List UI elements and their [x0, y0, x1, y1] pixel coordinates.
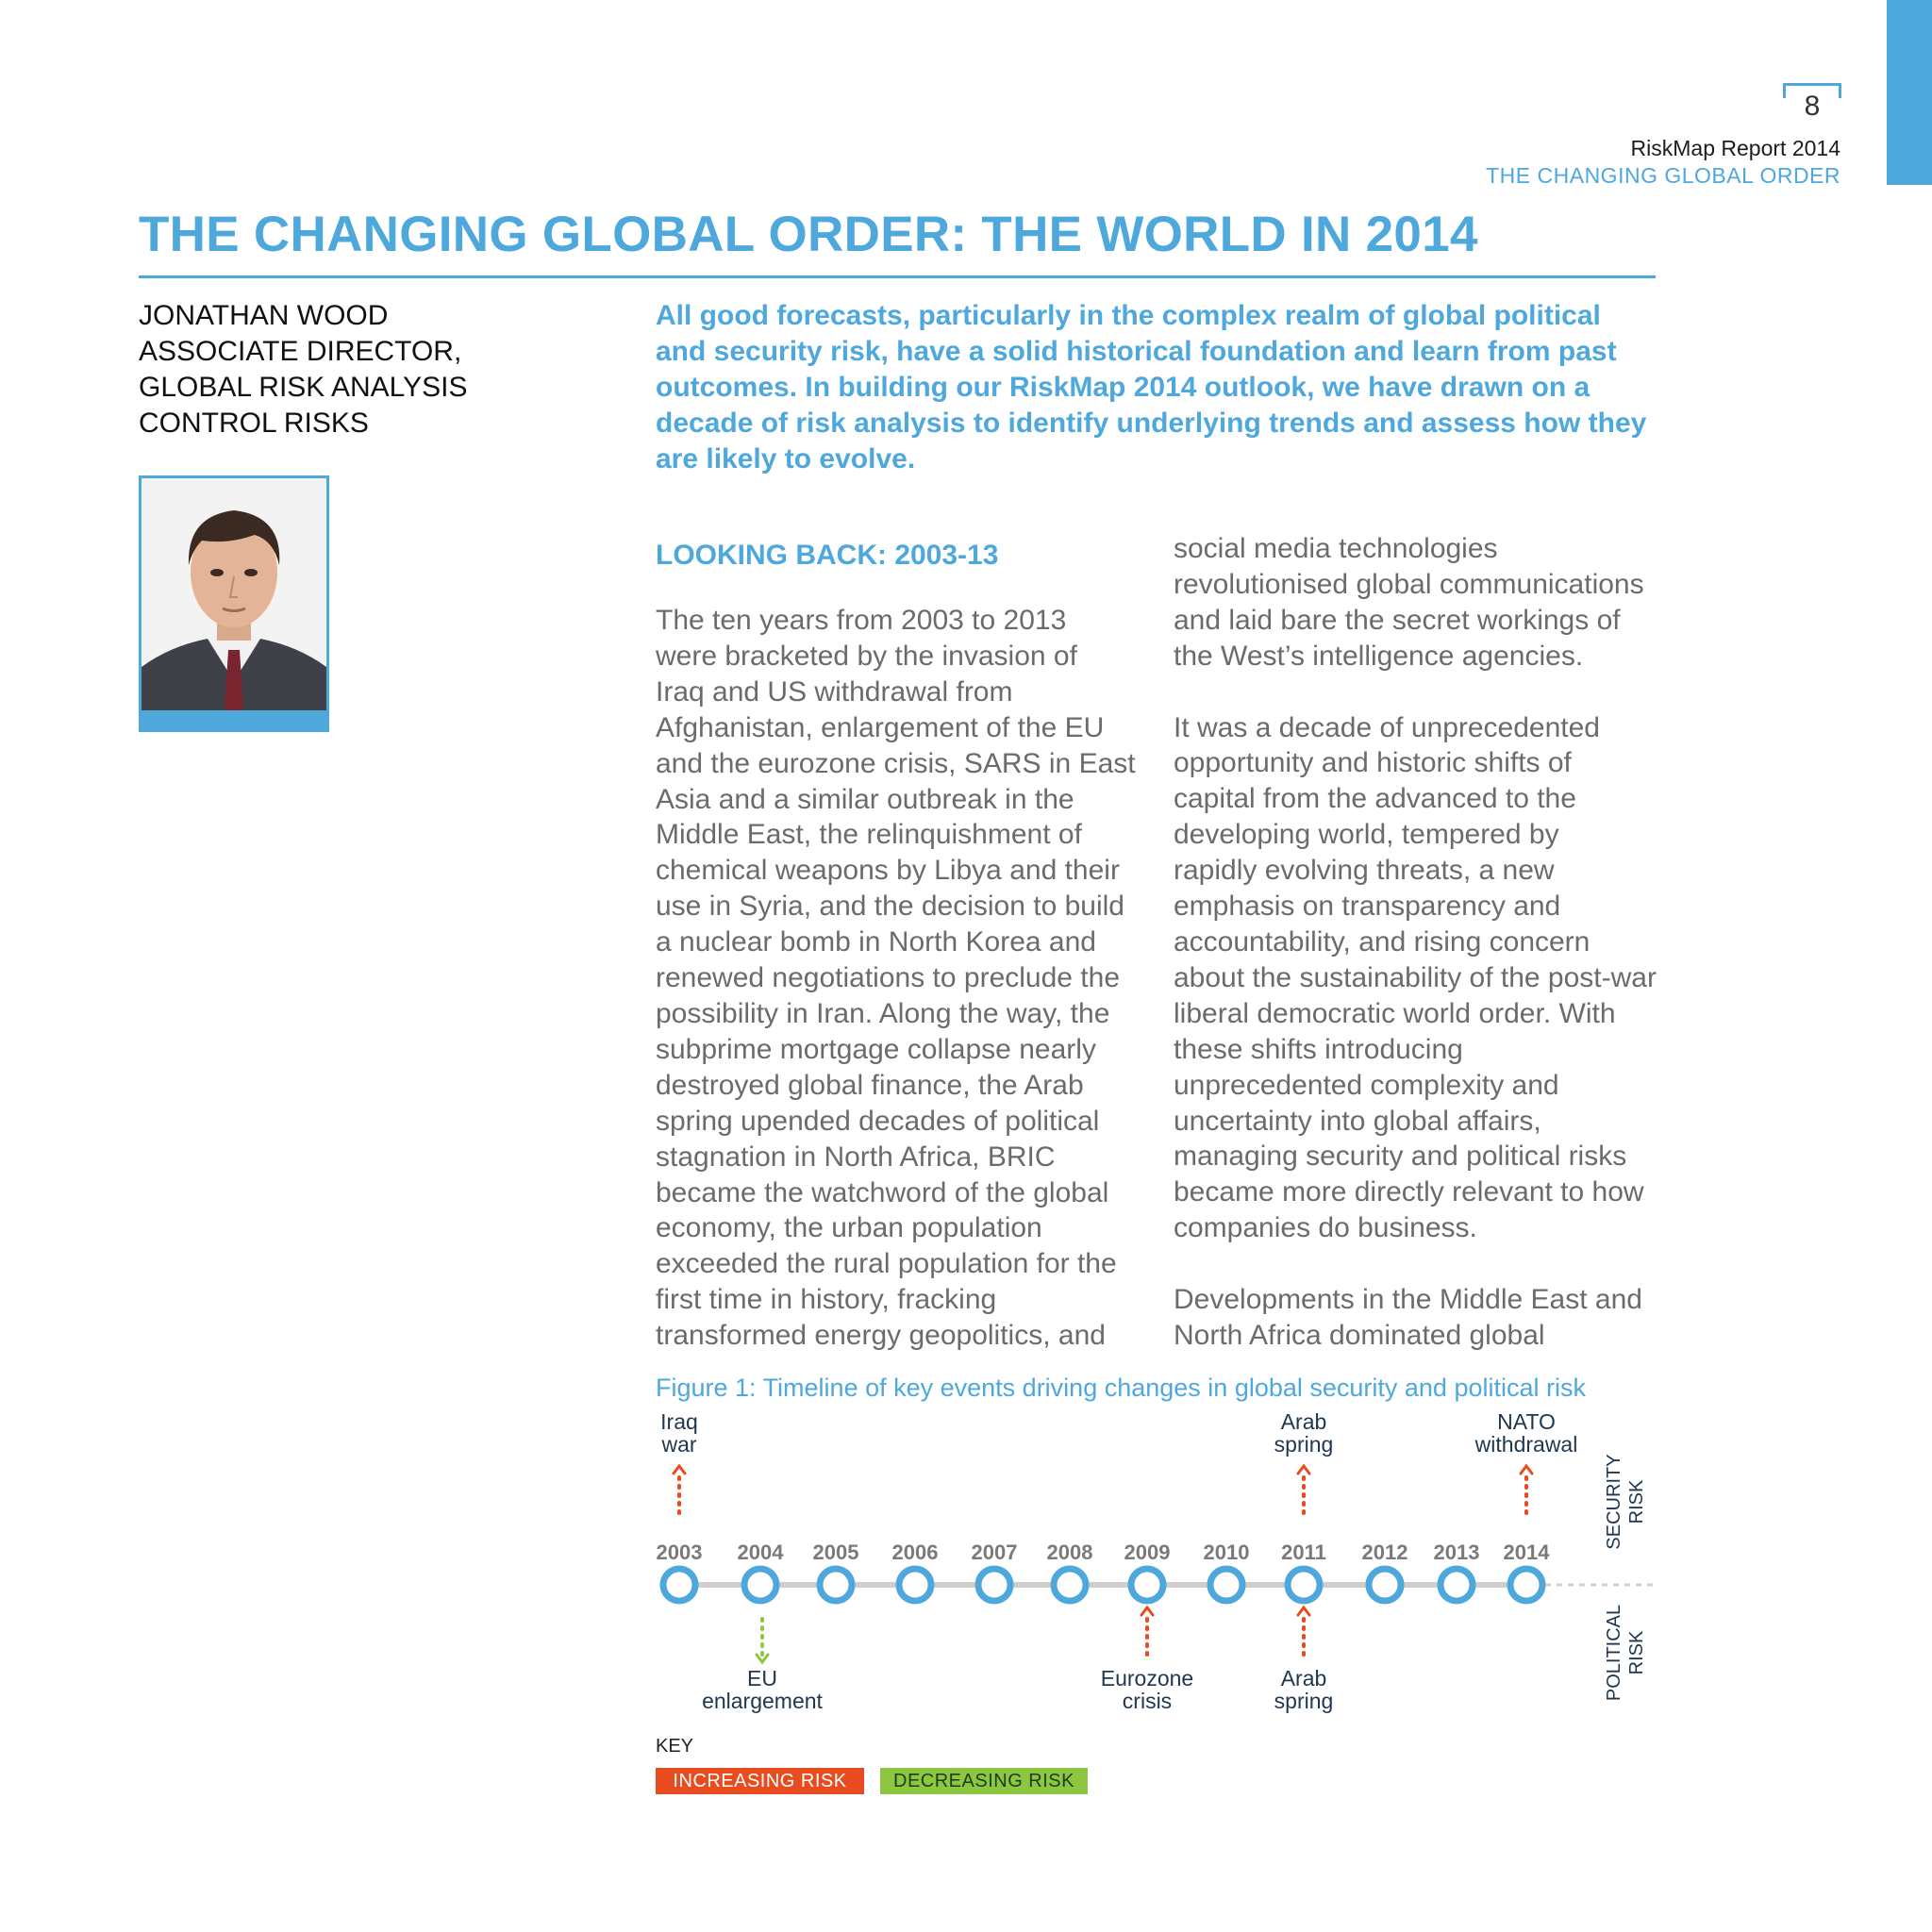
body-line: companies do business.	[1174, 1212, 1477, 1244]
intro-line: All good forecasts, particularly in the complex realm of global political	[656, 300, 1601, 331]
page-number: 8	[1804, 91, 1821, 122]
year-node	[1288, 1569, 1320, 1601]
body-line: unprecedented complexity and	[1174, 1069, 1559, 1101]
year-node	[820, 1569, 852, 1601]
body-line: Iraq and US withdrawal from	[656, 675, 1013, 708]
political-event-label: crisis	[1122, 1689, 1173, 1713]
year-label: 2011	[1281, 1541, 1326, 1564]
running-header-section: THE CHANGING GLOBAL ORDER	[1486, 163, 1840, 188]
body-line: subprime mortgage collapse nearly	[656, 1033, 1096, 1065]
body-line: destroyed global finance, the Arab	[656, 1069, 1084, 1101]
security-risk-label-line: SECURITY	[1604, 1454, 1624, 1550]
security-risk-label	[1604, 1454, 1647, 1549]
security-event-label: Iraq	[660, 1409, 698, 1434]
security-event-label: NATO	[1497, 1409, 1556, 1434]
year-node	[663, 1569, 695, 1601]
paragraph-gap	[1174, 1246, 1657, 1282]
year-label: 2003	[656, 1541, 703, 1564]
political-risk-label-line: POLITICAL	[1604, 1604, 1624, 1702]
body-line: renewed negotiations to preclude the	[656, 962, 1121, 994]
key-increasing-risk: INCREASING RISK	[656, 1768, 864, 1794]
security-risk-label-line: RISK	[1626, 1479, 1647, 1524]
body-column-right	[1174, 531, 1657, 1354]
paragraph-gap	[1174, 675, 1657, 710]
body-line: and laid bare the secret workings of	[1174, 604, 1621, 636]
body-line: transformed energy geopolitics, and	[656, 1320, 1106, 1352]
political-risk-label	[1604, 1605, 1647, 1701]
body-line: The ten years from 2003 to 2013	[656, 605, 1067, 636]
body-line: a nuclear bomb in North Korea and	[656, 926, 1096, 958]
body-line: emphasis on transparency and	[1174, 891, 1561, 923]
author-name: JONATHAN WOOD	[139, 300, 389, 331]
author-role: ASSOCIATE DIRECTOR,	[139, 336, 462, 367]
body-line: first time in history, fracking	[656, 1284, 997, 1316]
body-column-left	[656, 603, 1136, 1354]
body-line: Middle East, the relinquishment of	[656, 819, 1082, 851]
year-node	[1441, 1569, 1473, 1601]
author-photo	[139, 475, 329, 732]
body-line: became the watchword of the global	[656, 1176, 1109, 1208]
title-divider	[139, 275, 1656, 278]
body-line: accountability, and rising concern	[1174, 925, 1591, 958]
body-line: rapidly evolving threats, a new	[1174, 855, 1555, 887]
body-line: possibility in Iran. Along the way, the	[656, 997, 1110, 1029]
year-node	[1369, 1569, 1401, 1601]
body-line: economy, the urban population	[656, 1212, 1042, 1244]
intro-line: decade of risk analysis to identify underlying trends and assess how they	[656, 408, 1647, 439]
body-line: Developments in the Middle East and	[1174, 1284, 1642, 1316]
year-node	[1510, 1569, 1542, 1601]
body-line: the West’s intelligence agencies.	[1174, 640, 1584, 672]
year-label: 2005	[812, 1541, 859, 1564]
body-line: were bracketed by the invasion of	[656, 640, 1077, 672]
figure-caption: Figure 1: Timeline of key events driving changes in global security and political risk	[656, 1374, 1586, 1402]
security-event-label: war	[661, 1432, 697, 1457]
year-node	[899, 1569, 931, 1601]
photo-caption-bar	[142, 710, 326, 729]
author-company: CONTROL RISKS	[139, 408, 369, 439]
year-node	[744, 1569, 776, 1601]
body-line: revolutionised global communications	[1174, 568, 1644, 600]
year-node	[1131, 1569, 1163, 1601]
page-title: THE CHANGING GLOBAL ORDER: THE WORLD IN 2014	[139, 207, 1478, 262]
security-event-label: withdrawal	[1474, 1432, 1578, 1457]
body-line: opportunity and historic shifts of	[1174, 747, 1572, 779]
body-line: uncertainty into global affairs,	[1174, 1105, 1541, 1137]
intro-line: outcomes. In building our RiskMap 2014 outlook, we have drawn on a	[656, 372, 1591, 403]
year-label: 2009	[1124, 1541, 1171, 1564]
side-tab	[1887, 0, 1932, 185]
body-line: and the eurozone crisis, SARS in East	[656, 747, 1136, 779]
security-event-label: Arab	[1280, 1409, 1327, 1434]
year-label: 2012	[1361, 1541, 1408, 1564]
body-line: social media technologies	[1174, 533, 1498, 564]
body-line: It was a decade of unprecedented	[1174, 711, 1600, 743]
year-node	[978, 1569, 1010, 1601]
year-label: 2010	[1203, 1541, 1250, 1564]
timeline-figure	[651, 1406, 1670, 1726]
body-line: about the sustainability of the post-war	[1174, 961, 1657, 993]
security-event-label: spring	[1274, 1432, 1334, 1457]
political-event-label: spring	[1274, 1689, 1334, 1713]
year-label: 2006	[891, 1541, 939, 1564]
intro-line: are likely to evolve.	[656, 443, 916, 475]
key-decreasing-risk: DECREASING RISK	[880, 1768, 1088, 1794]
body-line: capital from the advanced to the	[1174, 783, 1576, 815]
political-risk-label-line: RISK	[1626, 1630, 1647, 1675]
body-line: became more directly relevant to how	[1174, 1176, 1644, 1208]
body-line: chemical weapons by Libya and their	[656, 855, 1120, 887]
body-line: North Africa dominated global	[1174, 1319, 1545, 1351]
intro-paragraph	[656, 298, 1674, 477]
political-event-label: Arab	[1280, 1666, 1327, 1690]
risk-arrow-head	[674, 1466, 685, 1474]
political-event-label: enlargement	[702, 1689, 823, 1713]
body-line: managing security and political risks	[1174, 1141, 1627, 1173]
body-line: Afghanistan, enlargement of the EU	[656, 711, 1105, 743]
key-label: KEY	[656, 1736, 694, 1757]
year-label: 2007	[971, 1541, 1018, 1564]
body-line: these shifts introducing	[1174, 1033, 1463, 1065]
year-node	[1054, 1569, 1086, 1601]
section-heading: LOOKING BACK: 2003-13	[656, 540, 999, 571]
author-department: GLOBAL RISK ANALYSIS	[139, 372, 468, 403]
risk-arrow-head	[1298, 1466, 1309, 1474]
year-label: 2004	[737, 1541, 784, 1564]
year-label: 2008	[1046, 1541, 1093, 1564]
body-line: stagnation in North Africa, BRIC	[656, 1141, 1056, 1173]
risk-arrow-head	[1141, 1607, 1153, 1615]
year-label: 2013	[1433, 1541, 1480, 1564]
intro-line: and security risk, have a solid historical foundation and learn from past	[656, 336, 1617, 367]
body-line: exceeded the rural population for the	[656, 1248, 1117, 1280]
body-line: developing world, tempered by	[1174, 819, 1559, 851]
author-block	[139, 298, 468, 441]
body-line: Asia and a similar outbreak in the	[656, 783, 1074, 815]
body-line: use in Syria, and the decision to build	[656, 891, 1124, 923]
political-event-label: EU	[747, 1666, 777, 1690]
year-label: 2014	[1503, 1541, 1550, 1564]
risk-arrow-head	[1298, 1607, 1309, 1615]
body-line: spring upended decades of political	[656, 1105, 1100, 1137]
political-event-label: Eurozone	[1100, 1666, 1194, 1690]
risk-arrow-head	[1521, 1466, 1532, 1474]
running-header-title: RiskMap Report 2014	[1630, 136, 1840, 160]
body-line: liberal democratic world order. With	[1174, 997, 1616, 1029]
year-node	[1210, 1569, 1242, 1601]
